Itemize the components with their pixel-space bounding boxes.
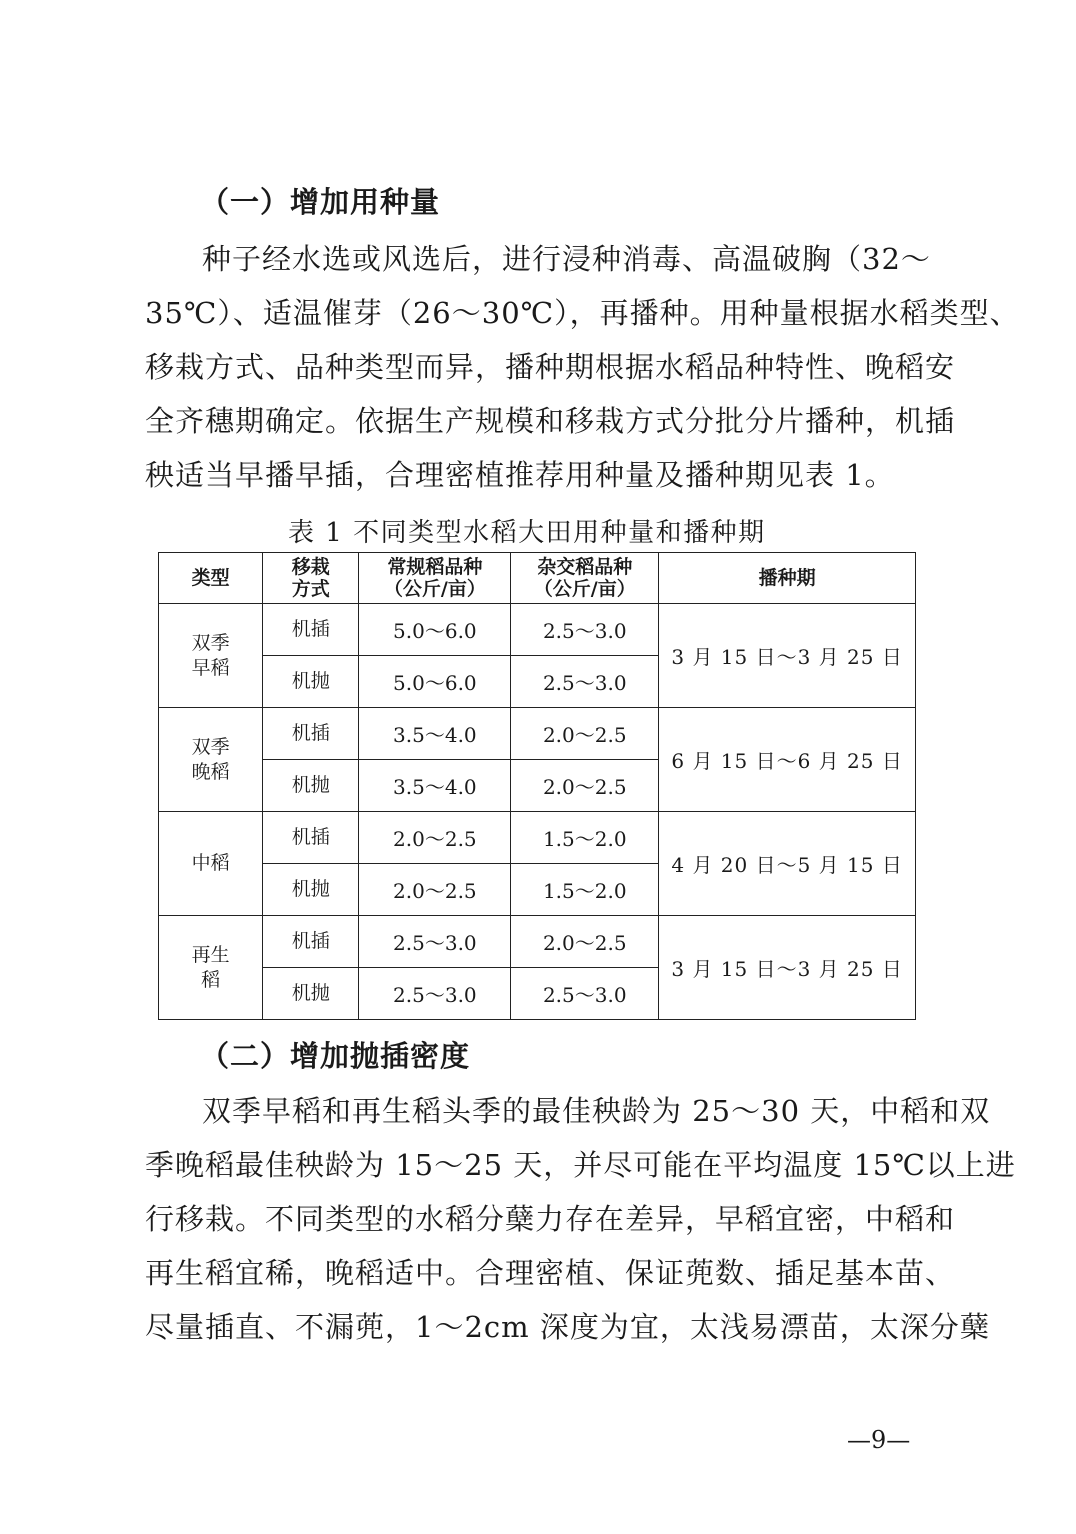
section-2-paragraph — [145, 1084, 1016, 1354]
page-number: —9— — [847, 1426, 911, 1454]
table-caption: 表 1 不同类型水稻大田用种量和播种期 — [288, 518, 766, 548]
cell-conventional: 3.5～4.0 — [359, 760, 511, 812]
seeding-rate-table — [158, 552, 916, 1020]
table-header-row — [159, 553, 916, 604]
cell-hybrid: 2.5～3.0 — [511, 656, 659, 708]
cell-type — [159, 916, 263, 1020]
paragraph-line: 尽量插直、不漏蔸，1～2cm 深度为宜，太浅易漂苗，太深分蘖 — [145, 1310, 990, 1344]
header-conventional — [359, 553, 511, 604]
header-method-line: 方式 — [291, 578, 330, 600]
paragraph-line: 移栽方式、品种类型而异，播种期根据水稻品种特性、晚稻安 — [145, 350, 956, 384]
cell-hybrid: 2.5～3.0 — [511, 968, 659, 1020]
cell-date: 6 月 15 日～6 月 25 日 — [659, 708, 916, 812]
cell-conventional: 2.5～3.0 — [359, 916, 511, 968]
cell-hybrid: 2.5～3.0 — [511, 604, 659, 656]
cell-conventional: 5.0～6.0 — [359, 656, 511, 708]
cell-date: 3 月 15 日～3 月 25 日 — [659, 916, 916, 1020]
paragraph-line: 种子经水选或风选后，进行浸种消毒、高温破胸（32～ — [202, 242, 931, 276]
section-1-paragraph — [145, 232, 1020, 502]
cell-conventional: 2.0～2.5 — [359, 864, 511, 916]
header-date: 播种期 — [659, 553, 916, 604]
cell-conventional: 2.5～3.0 — [359, 968, 511, 1020]
header-method-line: 移栽 — [291, 556, 330, 578]
table-row — [159, 604, 916, 656]
table-row — [159, 708, 916, 760]
cell-hybrid: 1.5～2.0 — [511, 864, 659, 916]
paragraph-line: 35℃）、适温催芽（26～30℃），再播种。用种量根据水稻类型、 — [145, 296, 1020, 330]
paragraph-line: 季晚稻最佳秧龄为 15～25 天，并尽可能在平均温度 15℃以上进 — [145, 1148, 1016, 1182]
cell-type — [159, 708, 263, 812]
cell-date: 3 月 15 日～3 月 25 日 — [659, 604, 916, 708]
paragraph-line: 全齐穗期确定。依据生产规模和移栽方式分批分片播种，机插 — [145, 404, 956, 438]
cell-hybrid: 2.0～2.5 — [511, 916, 659, 968]
cell-method: 机插 — [263, 604, 359, 656]
cell-method: 机抛 — [263, 760, 359, 812]
cell-conventional: 3.5～4.0 — [359, 708, 511, 760]
cell-hybrid: 1.5～2.0 — [511, 812, 659, 864]
section-heading-1: （一）增加用种量 — [200, 185, 441, 219]
header-hybrid — [511, 553, 659, 604]
header-type: 类型 — [159, 553, 263, 604]
cell-conventional: 2.0～2.5 — [359, 812, 511, 864]
paragraph-line: 行移栽。不同类型的水稻分蘖力存在差异，早稻宜密，中稻和 — [145, 1202, 956, 1236]
cell-method: 机抛 — [263, 656, 359, 708]
table-row — [159, 812, 916, 864]
header-conventional-line: 常规稻品种 — [387, 556, 483, 578]
cell-method: 机插 — [263, 708, 359, 760]
header-hybrid-line: 杂交稻品种 — [537, 556, 633, 578]
header-hybrid-line: （公斤/亩） — [533, 578, 636, 600]
paragraph-line: 秧适当早播早插，合理密植推荐用种量及播种期见表 1。 — [145, 458, 895, 492]
cell-hybrid: 2.0～2.5 — [511, 760, 659, 812]
table-row — [159, 916, 916, 968]
cell-type — [159, 604, 263, 708]
header-method — [263, 553, 359, 604]
cell-method: 机插 — [263, 916, 359, 968]
cell-hybrid: 2.0～2.5 — [511, 708, 659, 760]
cell-date: 4 月 20 日～5 月 15 日 — [659, 812, 916, 916]
cell-type — [159, 812, 263, 916]
paragraph-line: 双季早稻和再生稻头季的最佳秧龄为 25～30 天，中稻和双 — [202, 1094, 991, 1128]
cell-type-text: 再生稻 — [191, 943, 230, 991]
header-conventional-line: （公斤/亩） — [383, 578, 486, 600]
cell-method: 机插 — [263, 812, 359, 864]
cell-type-text: 中稻 — [191, 852, 230, 874]
cell-type-text: 双季晚稻 — [191, 735, 230, 783]
cell-method: 机抛 — [263, 864, 359, 916]
cell-type-text: 双季早稻 — [191, 631, 230, 679]
section-heading-2: （二）增加抛插密度 — [200, 1039, 471, 1073]
cell-conventional: 5.0～6.0 — [359, 604, 511, 656]
paragraph-line: 再生稻宜稀，晚稻适中。合理密植、保证蔸数、插足基本苗、 — [145, 1256, 956, 1290]
cell-method: 机抛 — [263, 968, 359, 1020]
